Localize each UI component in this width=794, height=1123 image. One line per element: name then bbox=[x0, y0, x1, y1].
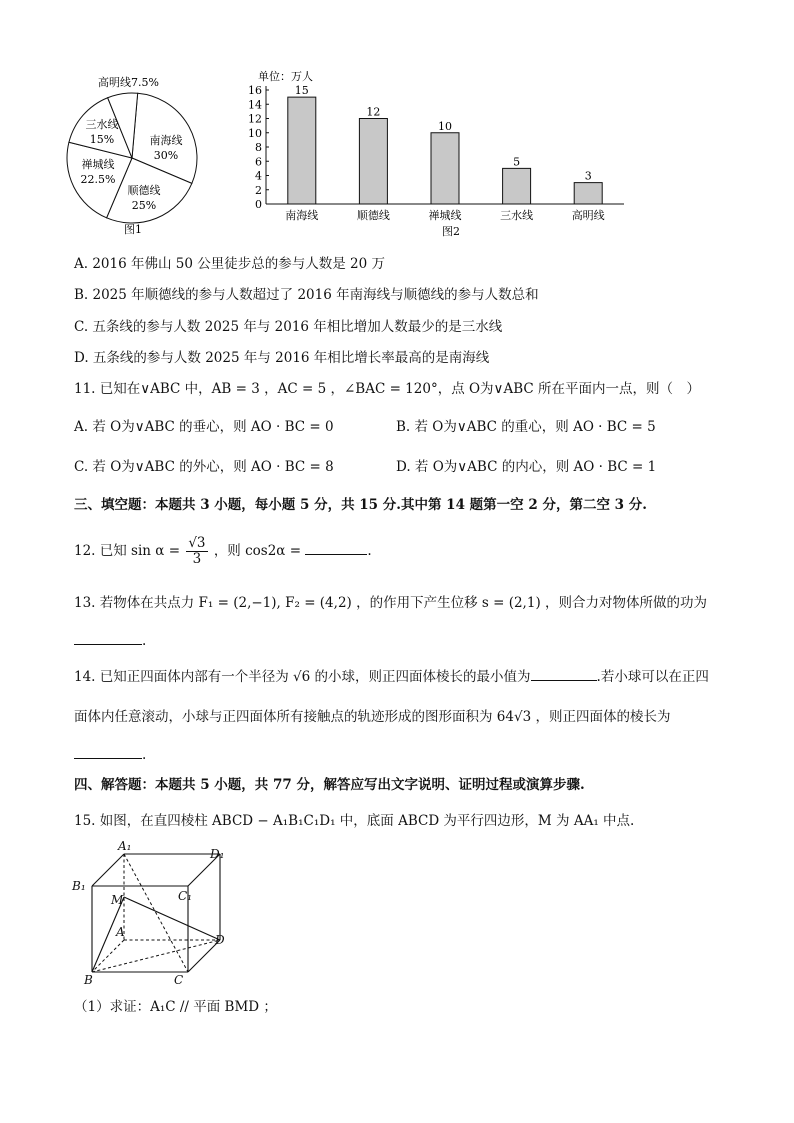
bar-y-tick-label: 2 bbox=[255, 183, 262, 197]
section-3-heading: 三、填空题：本题共 3 小题，每小题 5 分，共 15 分.其中第 14 题第一空 2 分，第二空 3 分. bbox=[74, 497, 647, 513]
label-b: B bbox=[84, 973, 93, 987]
q11-stem: 11. 已知在∨ABC 中，AB = 3 ，AC = 5 ，∠BAC = 120°，点 O为∨ABC 所在平面内一点，则（ ） bbox=[74, 381, 700, 397]
bar-4 bbox=[503, 168, 531, 204]
bar-5 bbox=[574, 183, 602, 204]
pie-label-shunde: 顺德线 bbox=[127, 184, 161, 197]
bar-y-tick-label: 14 bbox=[248, 98, 262, 112]
q14-end: . bbox=[142, 747, 147, 763]
bar-category-label: 南海线 bbox=[285, 209, 319, 222]
dash-a-b bbox=[92, 940, 124, 972]
bar-marks bbox=[285, 84, 604, 222]
q14-answer-blank-1[interactable] bbox=[531, 666, 597, 681]
label-d1: D₁ bbox=[210, 847, 225, 861]
bar-category-label: 高明线 bbox=[571, 209, 605, 222]
bar-chart bbox=[236, 66, 626, 242]
label-b1: B₁ bbox=[72, 879, 86, 893]
q15-part1: （1）求证：A₁C // 平面 BMD ； bbox=[74, 999, 277, 1015]
q10-option-c: C. 五条线的参与人数 2025 年与 2016 年相比增加人数最少的是三水线 bbox=[74, 319, 503, 335]
q10-option-d: D. 五条线的参与人数 2025 年与 2016 年相比增长率最高的是南海线 bbox=[74, 350, 490, 366]
q13-end: . bbox=[142, 633, 147, 649]
q14-part1: 14. 已知正四面体内部有一个半径为 √6 的小球，则正四面体棱长的最小值为 bbox=[74, 669, 531, 685]
pie-label-nanhai: 南海线 bbox=[149, 134, 183, 147]
q12 bbox=[74, 536, 372, 567]
label-c: C bbox=[174, 973, 184, 987]
bar-value-label: 3 bbox=[584, 169, 592, 183]
bar-y-tick-label: 10 bbox=[248, 126, 262, 140]
q11-option-c: C. 若 O为∨ABC 的外心，则 AO · BC = 8 bbox=[74, 459, 334, 475]
bar-2 bbox=[359, 119, 387, 205]
q12-numerator: √3 bbox=[188, 535, 206, 551]
bar-unit-label: 单位：万人 bbox=[258, 70, 313, 83]
bar-y-tick-label: 6 bbox=[255, 155, 262, 169]
bar-3 bbox=[431, 133, 459, 204]
label-a: A bbox=[116, 925, 125, 939]
q13-answer-line bbox=[74, 630, 146, 650]
pie-pct-shunde: 25% bbox=[131, 199, 157, 212]
bar-category-label: 顺德线 bbox=[356, 209, 390, 222]
q11-option-b: B. 若 O为∨ABC 的重心，则 AO · BC = 5 bbox=[396, 419, 656, 435]
q11-option-d: D. 若 O为∨ABC 的内心，则 AO · BC = 1 bbox=[396, 459, 657, 475]
label-m: M bbox=[111, 893, 124, 907]
pie-label-sanshui: 三水线 bbox=[85, 118, 119, 131]
bar-y-tick-label: 8 bbox=[255, 141, 262, 154]
dash-b-d bbox=[92, 940, 220, 972]
q13: 13. 若物体在共点力 F₁ = (2,−1), F₂ = (4,2) ，的作用下产生位移 s = (2,1) ，则合力对物体所做的功为 bbox=[74, 595, 707, 611]
pie-label-chancheng: 禅城线 bbox=[81, 158, 115, 171]
bar-value-label: 5 bbox=[513, 155, 521, 169]
edge-m-d bbox=[124, 897, 220, 940]
section-4-heading: 四、解答题：本题共 5 小题，共 77 分，解答应写出文字说明、证明过程或演算步骤. bbox=[74, 777, 585, 793]
q10-option-a: A. 2016 年佛山 50 公里徒步总的参与人数是 20 万 bbox=[74, 256, 386, 272]
pie-chart bbox=[60, 70, 210, 240]
bar-value-label: 12 bbox=[366, 105, 381, 119]
fig1-caption: 图1 bbox=[124, 223, 142, 236]
q14-line2: 面体内任意滚动，小球与正四面体所有接触点的轨迹形成的图形面积为 64√3 ，则正四面体的棱长为 bbox=[74, 709, 671, 725]
q12-denominator: 3 bbox=[192, 551, 202, 567]
edge-a1-b1 bbox=[92, 854, 124, 886]
pie-pct-chancheng: 22.5% bbox=[80, 173, 116, 186]
prism-figure bbox=[70, 838, 240, 988]
q12-suffix: ，则 cos2α = bbox=[213, 543, 302, 559]
pie-pct-sanshui: 15% bbox=[89, 133, 115, 146]
bar-y-tick-label: 4 bbox=[255, 169, 262, 183]
bar-y-tick-label: 12 bbox=[248, 112, 262, 126]
pie-label-gaoming: 高明线7.5% bbox=[98, 76, 159, 89]
q12-prefix: 12. 已知 sin α = bbox=[74, 543, 181, 559]
bar-category-label: 三水线 bbox=[500, 209, 534, 222]
q14-answer-blank-2[interactable] bbox=[74, 744, 142, 759]
q14-line1 bbox=[74, 666, 709, 686]
fig2-caption: 图2 bbox=[442, 225, 460, 238]
bar-category-label: 禅城线 bbox=[428, 209, 462, 222]
label-d: D bbox=[215, 933, 225, 947]
bar-y-tick-label: 0 bbox=[255, 198, 262, 211]
dash-a1-c bbox=[124, 854, 188, 972]
q10-option-b: B. 2025 年顺德线的参与人数超过了 2016 年南海线与顺德线的参与人数总和 bbox=[74, 287, 539, 303]
q12-end: . bbox=[367, 543, 372, 559]
pie-pct-nanhai: 30% bbox=[153, 149, 179, 162]
q11-option-a: A. 若 O为∨ABC 的垂心，则 AO · BC = 0 bbox=[74, 419, 334, 435]
bar-value-label: 10 bbox=[438, 119, 452, 133]
q13-answer-blank[interactable] bbox=[74, 630, 142, 645]
q12-answer-blank[interactable] bbox=[305, 540, 367, 555]
label-c1: C₁ bbox=[178, 889, 192, 903]
q12-fraction bbox=[186, 536, 207, 567]
bar-1 bbox=[288, 97, 316, 204]
q15-stem: 15. 如图，在直四棱柱 ABCD − A₁B₁C₁D₁ 中，底面 ABCD 为平行四边形，M 为 AA₁ 中点. bbox=[74, 813, 635, 829]
q14-line3 bbox=[74, 744, 146, 764]
label-a1: A₁ bbox=[118, 839, 132, 853]
q14-part1b: .若小球可以在正四 bbox=[596, 669, 709, 685]
bar-y-tick-label: 16 bbox=[248, 84, 262, 97]
bar-value-label: 15 bbox=[294, 84, 309, 98]
